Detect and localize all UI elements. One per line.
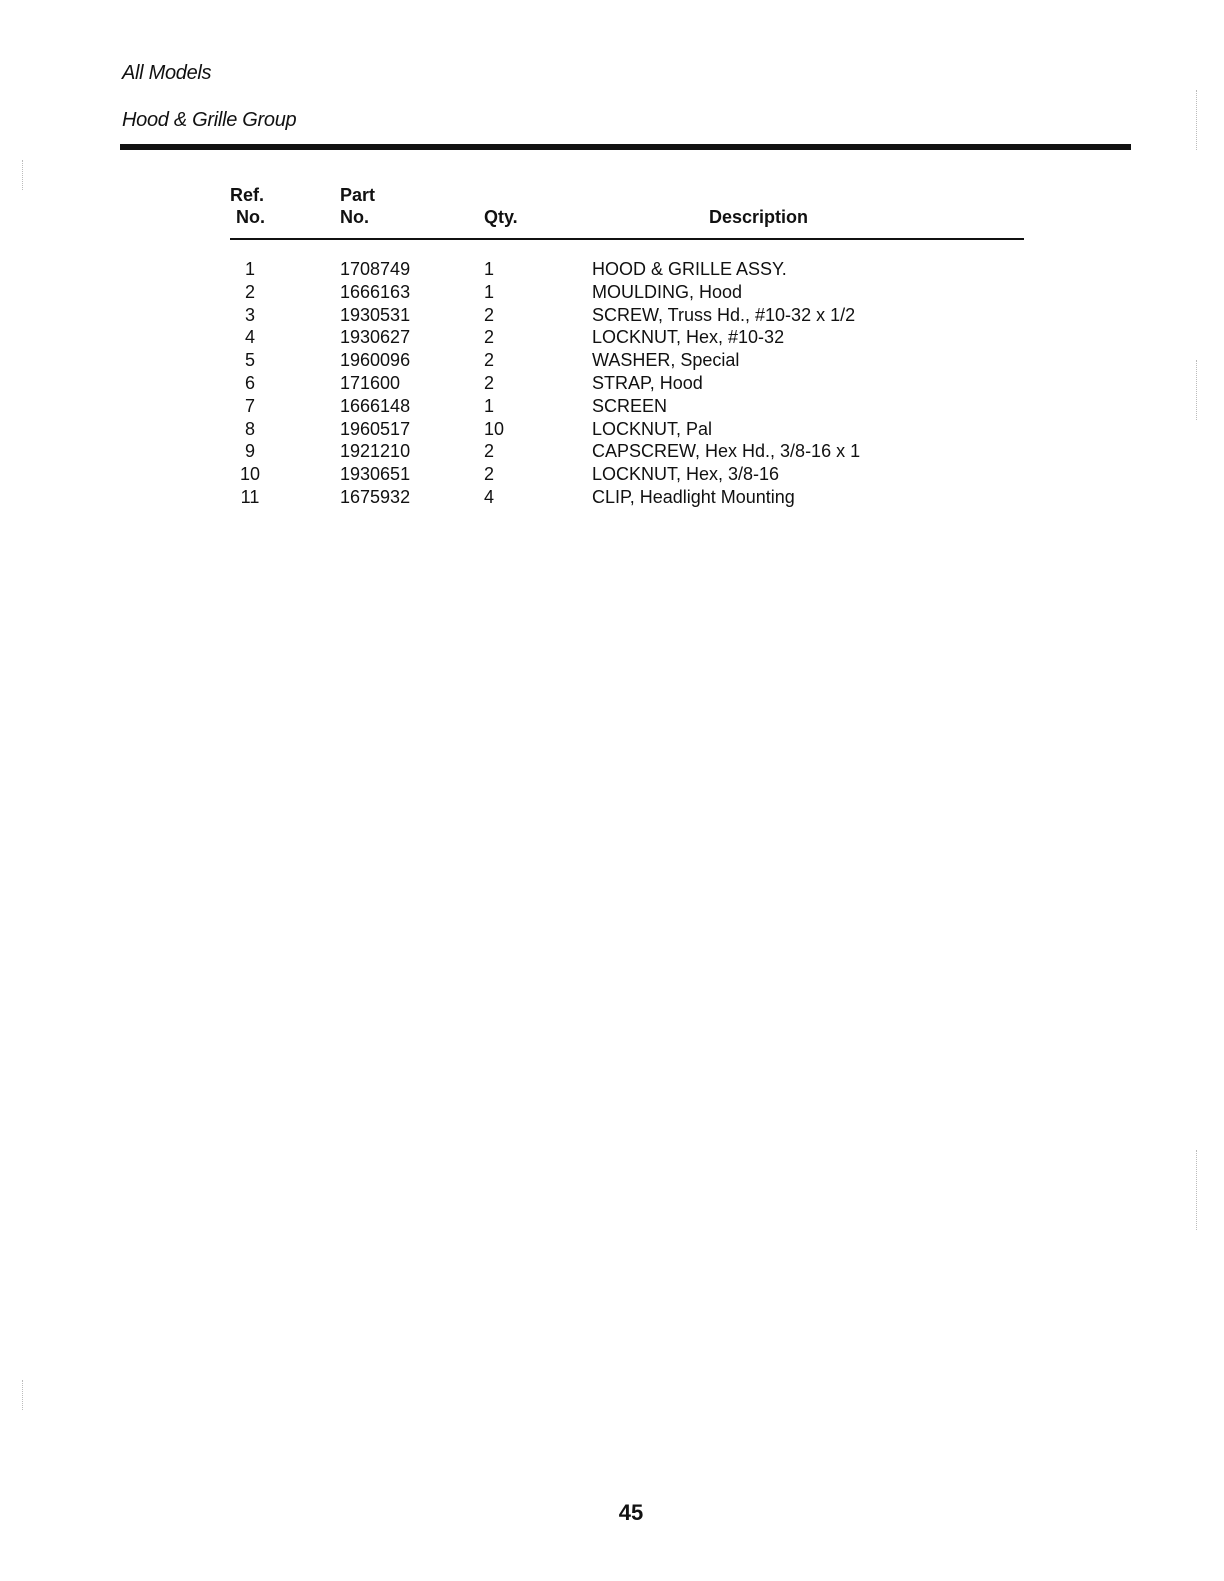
- scan-artifact: [22, 160, 23, 190]
- quantity: 1: [484, 259, 495, 279]
- table-row: [230, 304, 1024, 327]
- column-header-part: [340, 184, 375, 228]
- page-number: 45: [618, 1500, 644, 1525]
- part-number: 1666148: [340, 395, 411, 416]
- column-header-ref-line2: No.: [236, 207, 265, 227]
- table-row: [230, 326, 1024, 349]
- description: CAPSCREW, Hex Hd., 3/8-16 x 1: [592, 441, 861, 462]
- quantity: 2: [484, 304, 495, 325]
- column-header-part-line2: No.: [340, 207, 369, 227]
- description: CLIP, Headlight Mounting: [592, 486, 795, 507]
- table-row: [230, 281, 1024, 304]
- description: LOCKNUT, Hex, 3/8-16: [592, 464, 780, 485]
- quantity: 1: [484, 281, 495, 302]
- part-number: 1930651: [340, 464, 411, 485]
- table-row: [230, 349, 1024, 372]
- ref-number: 5: [244, 350, 255, 371]
- scan-artifact: [1196, 360, 1197, 420]
- ref-number: 3: [244, 304, 255, 325]
- part-number: 1921210: [340, 441, 411, 462]
- ref-number: 9: [244, 441, 255, 462]
- part-number: 1666163: [340, 281, 411, 302]
- parts-rows: [230, 258, 1024, 509]
- description: WASHER, Special: [592, 350, 740, 371]
- quantity: 2: [484, 441, 495, 462]
- table-row: [230, 258, 1024, 281]
- description: HOOD & GRILLE ASSY.: [592, 259, 787, 279]
- ref-number: 11: [240, 486, 260, 507]
- quantity: 1: [484, 395, 495, 416]
- ref-number: 4: [244, 327, 255, 348]
- column-header-part-line1: Part: [340, 185, 376, 205]
- table-row: [230, 440, 1024, 463]
- description: LOCKNUT, Hex, #10-32: [592, 327, 785, 348]
- part-number: 1960517: [340, 418, 411, 439]
- scan-artifact: [1196, 1150, 1197, 1230]
- ref-number: 6: [244, 372, 255, 393]
- description: LOCKNUT, Pal: [592, 418, 713, 439]
- ref-number: 1: [244, 259, 255, 279]
- description: STRAP, Hood: [592, 372, 703, 393]
- column-header-ref: [230, 184, 265, 228]
- quantity: 4: [484, 486, 495, 507]
- part-number: 171600: [340, 372, 401, 393]
- part-number: 1708749: [340, 259, 411, 279]
- quantity: 10: [484, 418, 505, 439]
- ref-number: 10: [239, 464, 261, 485]
- table-row: [230, 372, 1024, 395]
- ref-number: 2: [244, 281, 255, 302]
- description: SCREEN: [592, 395, 668, 416]
- model-heading: All Models: [122, 62, 212, 84]
- table-row: [230, 395, 1024, 418]
- part-number: 1675932: [340, 486, 411, 507]
- quantity: 2: [484, 350, 495, 371]
- scan-artifact: [22, 1380, 23, 1410]
- table-header-divider: [230, 238, 1024, 240]
- section-heading: Hood & Grille Group: [122, 109, 297, 131]
- part-number: 1930627: [340, 327, 411, 348]
- quantity: 2: [484, 372, 495, 393]
- table-row: [230, 463, 1024, 486]
- quantity: 2: [484, 327, 495, 348]
- part-number: 1930531: [340, 304, 411, 325]
- column-header-description: Description: [709, 207, 809, 227]
- ref-number: 8: [244, 418, 255, 439]
- scan-artifact: [1196, 90, 1197, 150]
- description: SCREW, Truss Hd., #10-32 x 1/2: [592, 304, 856, 325]
- ref-number: 7: [244, 395, 255, 416]
- table-row: [230, 418, 1024, 441]
- header-divider: [120, 144, 1131, 150]
- description: MOULDING, Hood: [592, 281, 743, 302]
- part-number: 1960096: [340, 350, 411, 371]
- column-header-ref-line1: Ref.: [230, 185, 265, 205]
- column-header-qty: Qty.: [484, 207, 518, 227]
- quantity: 2: [484, 464, 495, 485]
- table-row: [230, 486, 1024, 509]
